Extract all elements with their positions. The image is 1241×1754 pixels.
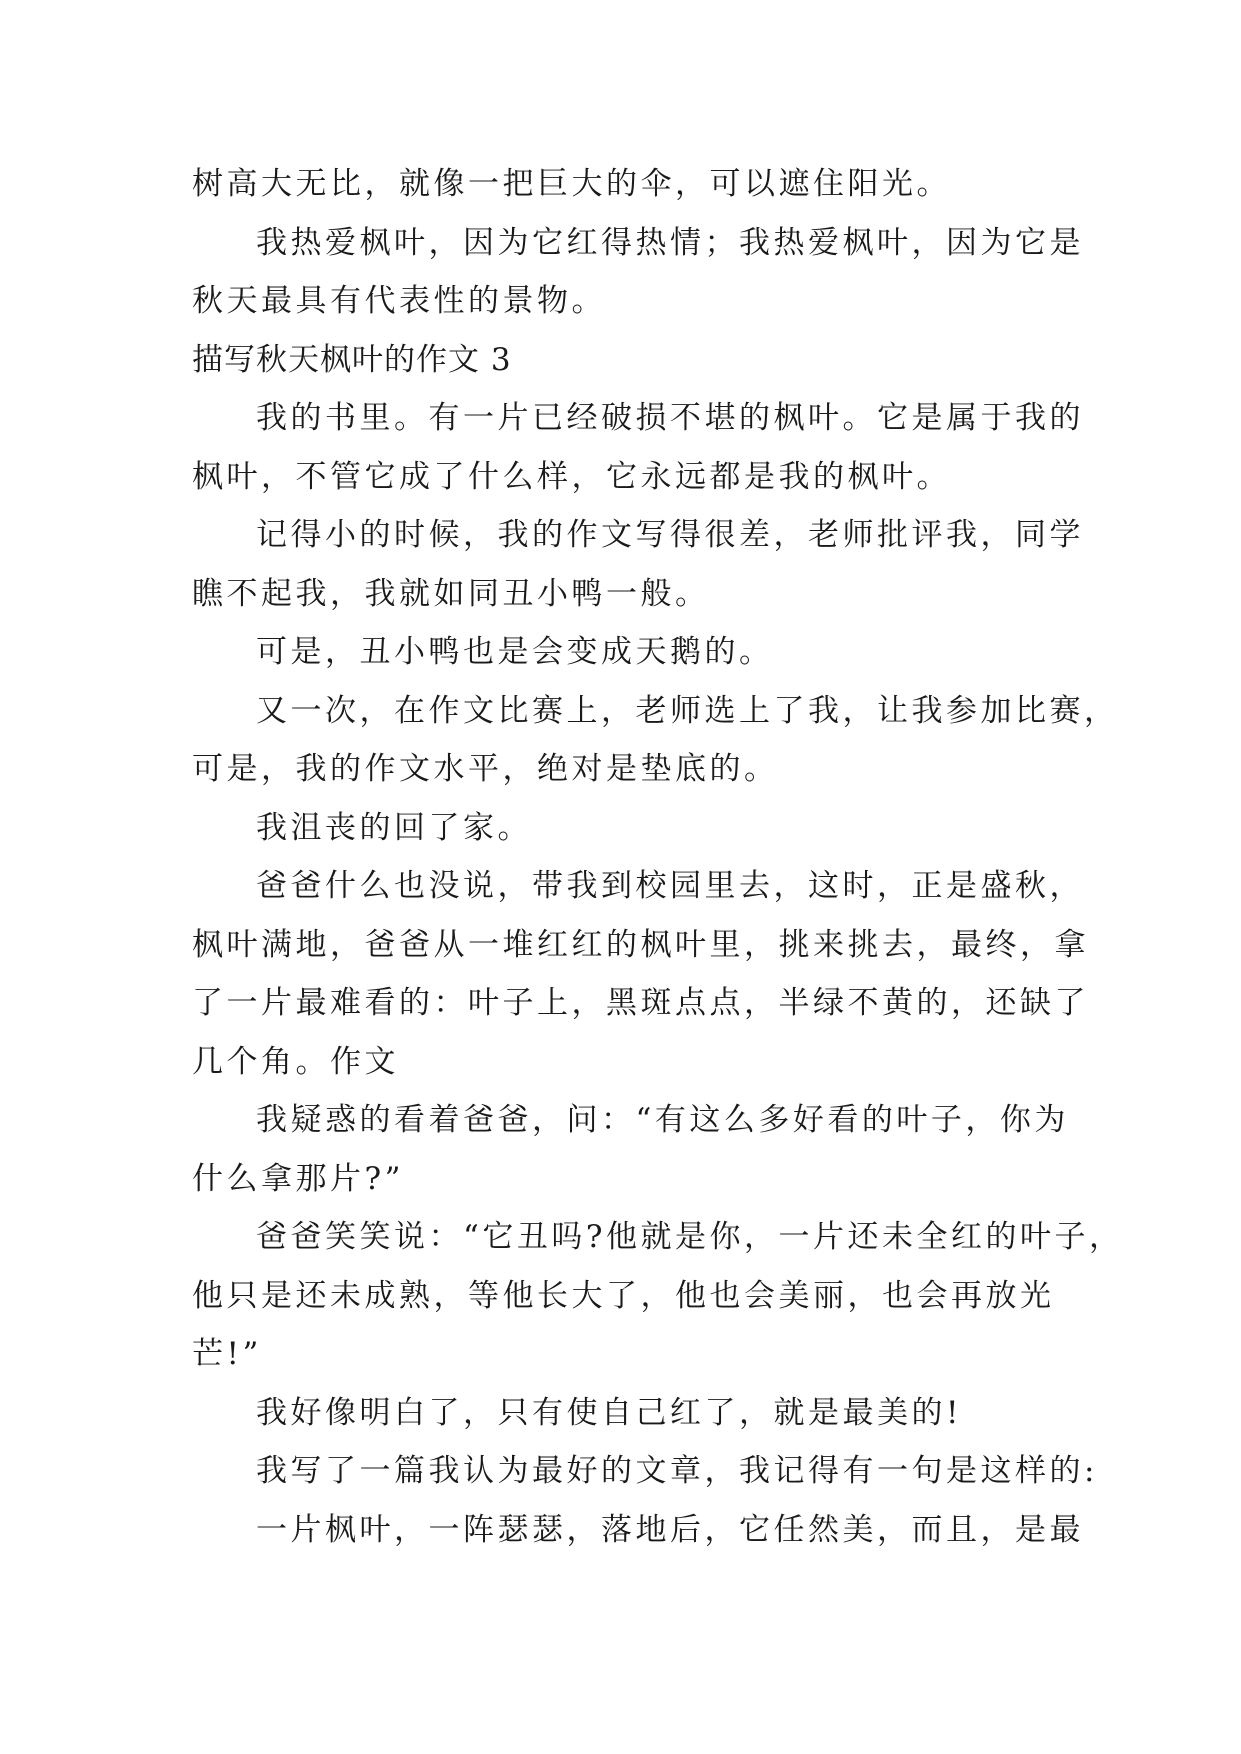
text-line: 一片枫叶，一阵瑟瑟，落地后，它任然美，而且，是最 [256, 1511, 1084, 1548]
text-line: 枫叶，不管它成了什么样，它永远都是我的枫叶。 [192, 458, 951, 495]
text-line: 我疑惑的看着爸爸，问：“有这么多好看的叶子，你为 [256, 1102, 1069, 1138]
text-line: 记得小的时候，我的作文写得很差，老师批评我，同学 [256, 517, 1084, 553]
text-line: 我沮丧的回了家。 [256, 809, 532, 846]
text-line: 爸爸什么也没说，带我到校园里去，这时，正是盛秋， [256, 868, 1084, 904]
text-line: 秋天最具有代表性的景物。 [192, 283, 606, 319]
text-line: 爸爸笑笑说：“它丑吗?他就是你，一片还未全红的叶子， [256, 1219, 1124, 1255]
text-line: 他只是还未成熟，等他长大了，他也会美丽，也会再放光 [192, 1277, 1055, 1314]
text-line: 我热爱枫叶，因为它红得热情；我热爱枫叶，因为它是 [256, 224, 1084, 261]
text-line: 树高大无比，就像一把巨大的伞，可以遮住阳光。 [192, 166, 951, 202]
text-line: 又一次，在作文比赛上，老师选上了我，让我参加比赛， [256, 692, 1119, 729]
text-line: 可是，丑小鸭也是会变成天鹅的。 [256, 634, 774, 670]
text-line: 了一片最难看的：叶子上，黑斑点点，半绿不黄的，还缺了 [192, 985, 1089, 1021]
text-line: 芒!” [192, 1336, 262, 1372]
text-line: 我写了一篇我认为最好的文章，我记得有一句是这样的: [256, 1453, 1098, 1489]
text-line: 我的书里。有一片已经破损不堪的枫叶。它是属于我的 [256, 400, 1084, 436]
text-line: 瞧不起我，我就如同丑小鸭一般。 [192, 575, 710, 612]
text-line: 我好像明白了，只有使自己红了，就是最美的! [256, 1394, 962, 1431]
text-line: 可是，我的作文水平，绝对是垫底的。 [192, 751, 779, 787]
text-line: 枫叶满地，爸爸从一堆红红的枫叶里，挑来挑去，最终，拿 [192, 926, 1089, 963]
text-line: 什么拿那片?” [192, 1160, 404, 1197]
section-heading: 描写秋天枫叶的作文 3 [192, 341, 512, 378]
document-body [192, 155, 1124, 1559]
text-line: 几个角。作文 [192, 1043, 399, 1080]
